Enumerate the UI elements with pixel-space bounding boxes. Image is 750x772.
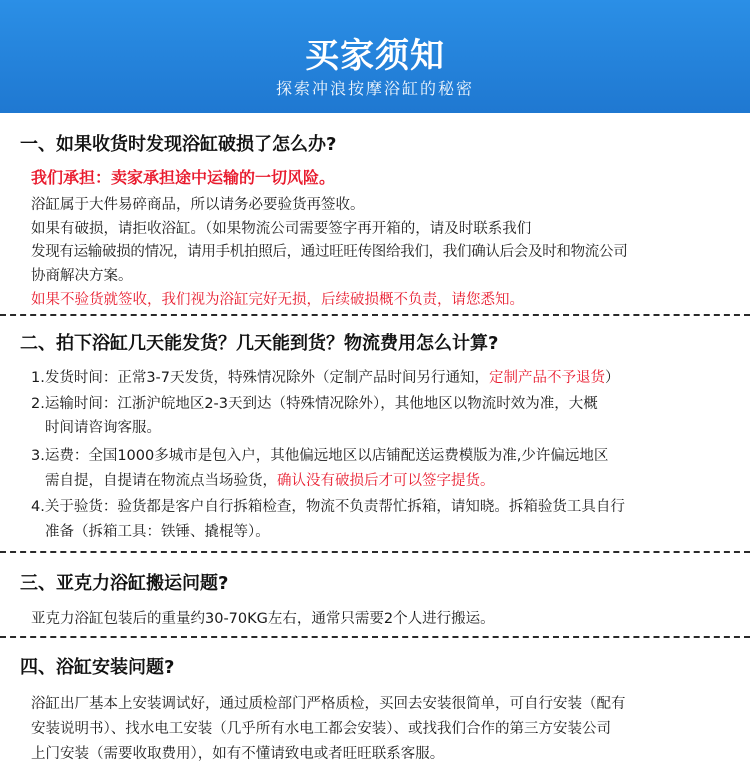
item-3-highlight: 确认没有破损后才可以签字提货。: [277, 473, 495, 489]
section-1-line-3: 发现有运输破损的情况，请用手机拍照后，通过旺旺传图给我们，我们确认后会及时和物流公司: [31, 244, 628, 260]
item-1-end: ）: [605, 370, 620, 386]
section-1-title: 一、如果收货时发现浴缸破损了怎么办?: [20, 134, 337, 155]
page-title: 买家须知: [305, 36, 445, 76]
section-divider: [0, 314, 750, 316]
section-1-warning: 如果不验货就签收，我们视为浴缸完好无损，后续破损概不负责，请您悉知。: [31, 292, 524, 308]
section-4-line-1: 浴缸出厂基本上安装调试好，通过质检部门严格质检，买回去安装很简单，可自行安装（配有: [31, 696, 626, 712]
item-1-highlight: 定制产品不予退货: [489, 370, 606, 386]
section-2-item-1: [31, 366, 620, 387]
section-2-item-3: 3.运费：全国1000多城市是包入户，其他偏远地区以店铺配送运费模版为准,少许偏远地区: [31, 448, 609, 464]
section-2-item-4-cont: 准备（拆箱工具：铁锤、撬棍等）。: [45, 524, 270, 540]
section-4-line-2: 安装说明书）、找水电工安装（几乎所有水电工都会安装）、或找我们合作的第三方安装公司: [31, 721, 611, 737]
section-1-line-2: 如果有破损，请拒收浴缸。（如果物流公司需要签字再开箱的，请及时联系我们: [31, 221, 532, 237]
section-2-item-2-cont: 时间请咨询客服。: [45, 420, 161, 436]
item-3-text: 需自提，自提请在物流点当场验货，: [45, 473, 277, 489]
header-banner: [0, 0, 750, 113]
section-1-line-4: 协商解决方案。: [31, 268, 133, 284]
section-2-item-2: 2.运输时间：江浙沪皖地区2-3天到达（特殊情况除外），其他地区以物流时效为准，大概: [31, 396, 598, 412]
section-4-title: 四、浴缸安装问题?: [20, 657, 175, 678]
section-divider: [0, 636, 750, 638]
section-1-line-1: 浴缸属于大件易碎商品，所以请务必要验货再签收。: [31, 197, 365, 213]
section-2-title: 二、拍下浴缸几天能发货？几天能到货？物流费用怎么计算?: [20, 333, 499, 354]
item-1-text: 1.发货时间：正常3-7天发货，特殊情况除外（定制产品时间另行通知，: [31, 370, 490, 386]
section-2-item-3-cont: [45, 469, 495, 490]
section-3-title: 三、亚克力浴缸搬运问题?: [20, 573, 229, 594]
section-1-headline: 我们承担：卖家承担途中运输的一切风险。: [31, 168, 336, 187]
section-4-line-3: 上门安装（需要收取费用），如有不懂请致电或者旺旺联系客服。: [31, 746, 445, 762]
page-subtitle: 探索冲浪按摩浴缸的秘密: [275, 79, 474, 98]
section-3-line-1: 亚克力浴缸包装后的重量约30-70KG左右，通常只需要2个人进行搬运。: [31, 611, 495, 627]
section-divider: [0, 551, 750, 553]
section-2-item-4: 4.关于验货：验货都是客户自行拆箱检查，物流不负责帮忙拆箱，请知晓。拆箱验货工具自行: [31, 499, 625, 515]
